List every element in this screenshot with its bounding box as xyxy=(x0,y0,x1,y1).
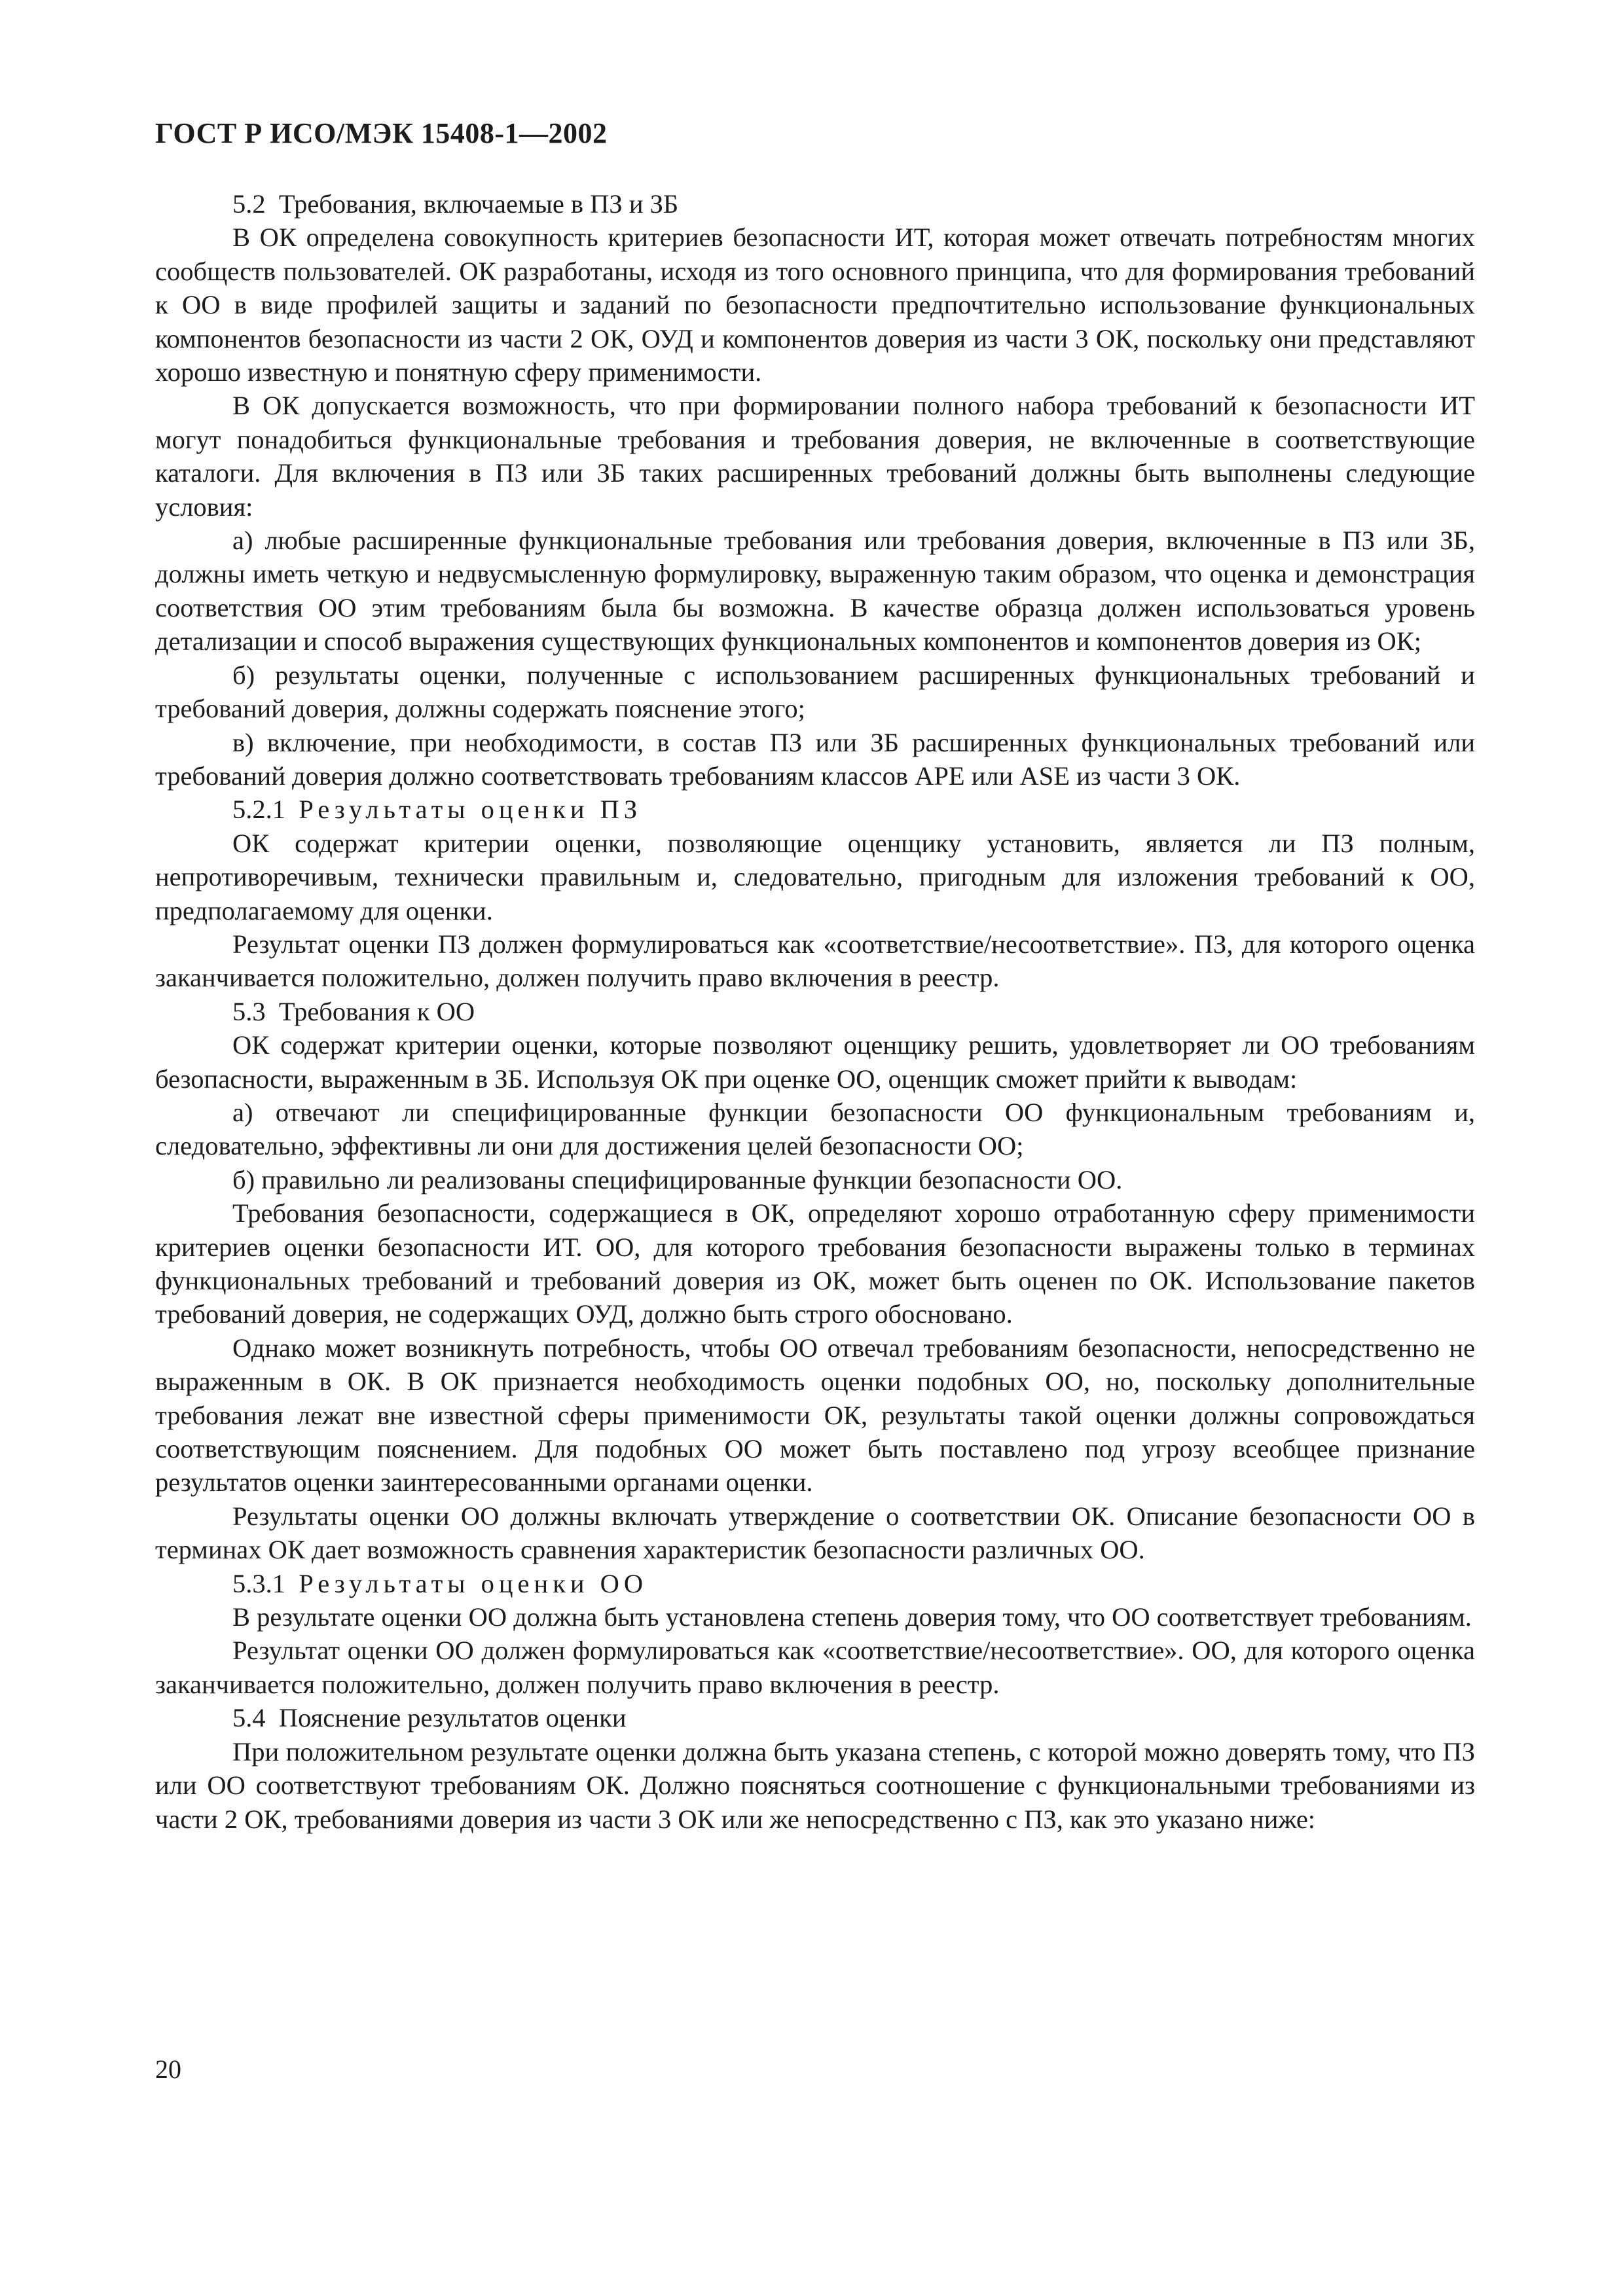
paragraph: Результаты оценки ОО должны включать утверждение о соответствии ОК. Описание безопасности ОО в терминах ОК дает возможность сравнения характеристик безопасности различных ОО. xyxy=(155,1501,1475,1565)
section-number: 5.3 xyxy=(232,996,266,1026)
section-heading-5-2 xyxy=(155,187,1475,221)
paragraph: Требования безопасности, содержащиеся в ОК, определяют хорошо отработанную сферу применимости критериев оценки безопасности ИТ. ОО, для которого требования безопасности выражены только в терминах функциональных требований и требований доверия из ОК, может быть оценен по ОК. Использование пакетов требований доверия, не содержащих ОУД, должно быть строго обосновано. xyxy=(155,1198,1475,1329)
section-number: 5.4 xyxy=(232,1703,266,1733)
paragraph: Результат оценки ОО должен формулироваться как «соответствие/несоответствие». ОО, для которого оценка заканчивается положительно, должен получить право включения в реестр. xyxy=(155,1636,1475,1699)
list-item: а) отвечают ли специфицированные функции безопасности ОО функциональным требованиям и, следовательно, эффективны ли они для достижения целей безопасности ОО; xyxy=(155,1097,1475,1161)
section-heading-5-4 xyxy=(155,1701,1475,1734)
subsection-title: Результаты оценки ОО xyxy=(299,1568,648,1598)
subsection-heading-5-3-1 xyxy=(155,1567,1475,1600)
paragraph: В ОК допускается возможность, что при формировании полного набора требований к безопасности ИТ могут понадобиться функциональные требования и требования доверия, не включенные в соответствующие каталоги. Для включения в ПЗ или ЗБ таких расширенных требований должны быть выполнены следующие условия: xyxy=(155,391,1475,522)
section-heading-5-3 xyxy=(155,995,1475,1028)
document-page xyxy=(155,0,1475,2296)
list-item: б) правильно ли реализованы специфицированные функции безопасности ОО. xyxy=(232,1164,1123,1194)
paragraph: При положительном результате оценки должна быть указана степень, с которой можно доверять тому, что ПЗ или ОО соответствуют требованиям ОК. Должно поясняться соотношение с функциональными требованиями из части 2 ОК, требованиями доверия из части 3 ОК или же непосредственно с ПЗ, как это указано ниже: xyxy=(155,1736,1475,1834)
paragraph: ОК содержат критерии оценки, которые позволяют оценщику решить, удовлетворяет ли ОО требованиям безопасности, выраженным в ЗБ. Используя ОК при оценке ОО, оценщик сможет прийти к выводам: xyxy=(155,1030,1475,1094)
subsection-number: 5.2.1 xyxy=(232,795,285,825)
paragraph: Результат оценки ПЗ должен формулироваться как «соответствие/несоответствие». ПЗ, для которого оценка заканчивается положительно, должен получить право включения в реестр. xyxy=(155,929,1475,993)
paragraph: ОК содержат критерии оценки, позволяющие оценщику установить, является ли ПЗ полным, непротиворечивым, технически правильным и, следовательно, пригодным для изложения требований к ОО, предполагаемому для оценки. xyxy=(155,828,1475,925)
section-number: 5.2 xyxy=(232,189,266,219)
list-item: б) результаты оценки, полученные с использованием расширенных функциональных требований и требований доверия, должны содержать пояснение этого; xyxy=(155,660,1475,724)
paragraph: Однако может возникнуть потребность, чтобы ОО отвечал требованиям безопасности, непосредственно не выраженным в ОК. В ОК признается необходимость оценки подобных ОО, но, поскольку дополнительные требования лежат вне известной сферы применимости ОК, результаты такой оценки должны сопровождаться соответствующим пояснением. Для подобных ОО может быть поставлено под угрозу всеобщее признание результатов оценки заинтересованными органами оценки. xyxy=(155,1333,1475,1498)
page-body xyxy=(155,187,1475,1836)
list-item: в) включение, при необходимости, в состав ПЗ или ЗБ расширенных функциональных требований или требований доверия должно соответствовать требованиям классов APE или ASE из части 3 ОК. xyxy=(155,727,1475,791)
document-code-header: ГОСТ Р ИСО/МЭК 15408-1—2002 xyxy=(155,117,608,149)
subsection-title: Результаты оценки ПЗ xyxy=(299,795,642,825)
subsection-number: 5.3.1 xyxy=(232,1568,285,1598)
section-title: Пояснение результатов оценки xyxy=(278,1703,627,1733)
subsection-heading-5-2-1 xyxy=(155,793,1475,826)
paragraph: В ОК определена совокупность критериев безопасности ИТ, которая может отвечать потребностям многих сообществ пользователей. ОК разработаны, исходя из того основного принципа, что для формирования требований к ОО в виде профилей защиты и заданий по безопасности предпочтительно использование функциональных компонентов безопасности из части 2 ОК, ОУД и компонентов доверия из части 3 ОК, поскольку они представляют хорошо известную и понятную сферу применимости. xyxy=(155,223,1475,387)
paragraph: В результате оценки ОО должна быть установлена степень доверия тому, что ОО соответствует требованиям. xyxy=(232,1602,1472,1632)
list-item: а) любые расширенные функциональные требования или требования доверия, включенные в ПЗ или ЗБ, должны иметь четкую и недвусмысленную формулировку, выраженную таким образом, что оценка и демонстрация соответствия ОО этим требованиям была бы возможна. В качестве образца должен использоваться уровень детализации и способ выражения существующих функциональных компонентов и компонентов доверия из ОК; xyxy=(155,526,1475,656)
section-title: Требования к ОО xyxy=(278,996,475,1026)
section-title: Требования, включаемые в ПЗ и ЗБ xyxy=(278,189,679,219)
page-number: 20 xyxy=(155,2054,181,2084)
